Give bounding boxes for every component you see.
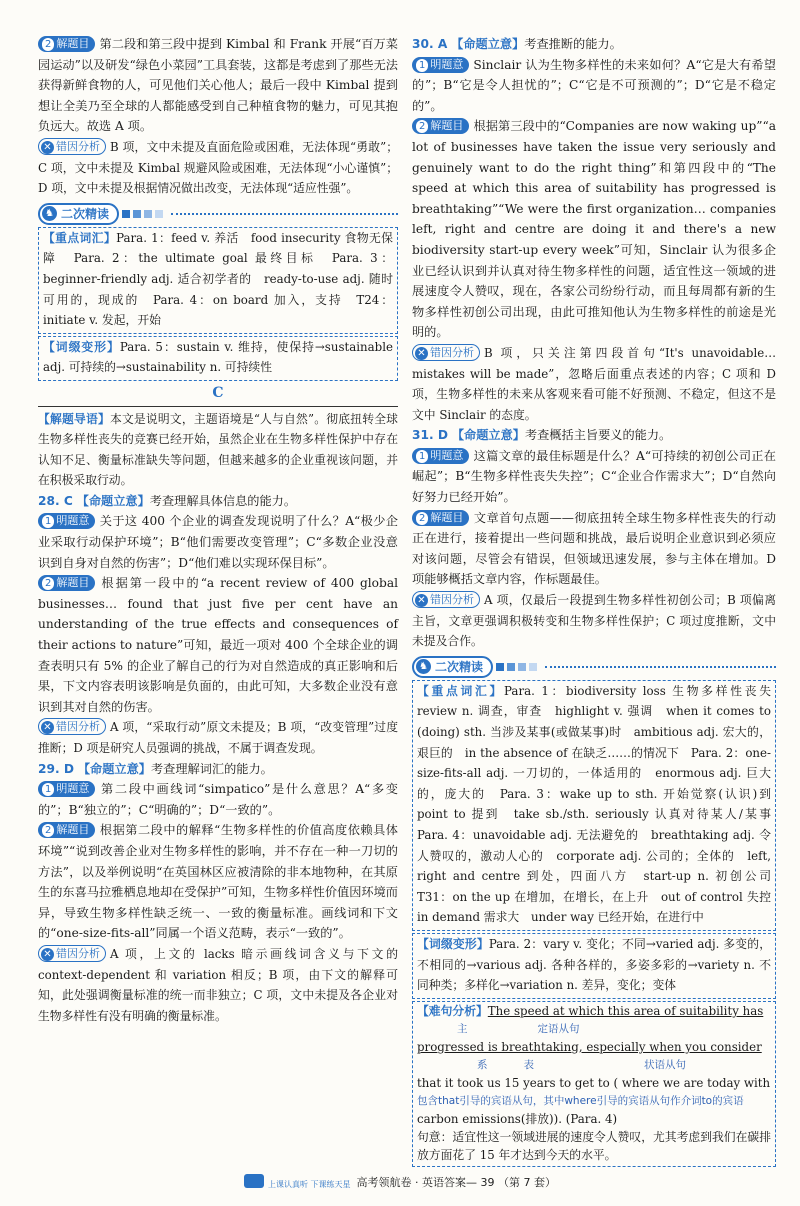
q28-solution: 2 解题目 根据第一段中的“a recent review of 400 global businesses… found that just five per cent have an understanding of the true effects and consequences of their actions to nature”可知，最近一项对 400 个全球企业的调查表明只有 5% 的企业了解自己的行为对自然造成的真正影响和后果，下文内容表明该影响是负面的，由此可知，大多数企业没有意识到其对自然的伤害。 bbox=[38, 576, 398, 714]
divider bbox=[38, 406, 398, 407]
footer-text: 高考领航卷 · 英语答案— 39 （第 7 套） bbox=[356, 1176, 557, 1189]
error-tag: ✕ 错因分析 bbox=[38, 138, 106, 155]
q31-solution: 2 解题目 文章首句点题——彻底扭转全球生物多样性丧失的行动正在进行，接着提出一些问题和挑战，最后说明企业意识到必须应对该问题，尽管会有错误，但领域迅速发展，参与主体在增加。D 项能够概括文章内容，作标题最佳。 bbox=[412, 510, 776, 587]
q27-error-analysis: ✕ 错因分析 B 项，文中未提及直面危险或困难，无法体现“勇敢”；C 项，文中未提及 Kimbal 规避风险或困难，无法体现“小心谨慎”；D 项，文中未提及根据情况做出改变，无法体现“适应性强”。 bbox=[38, 139, 398, 196]
hard-sentence-box: 【难句分析】The speed at which this area of suitability has 主 定语从句 progressed is breathtaking, especially when you consider 系 表 状语从句 that it took us 15 years to get to ( where we are today with 包含that引导的宾语从句，其中where引导的宾语从句作介词to的宾语 carbon emissions(排放)). (Para. 4) 句意：适宜性这一领域进展的速度令人赞叹，尤其考虑到我们在碳排放方面花了 15 年才达到今天的水平。 bbox=[412, 1001, 776, 1167]
q30-solution: 2 解题目 根据第三段中的“Companies are now waking up”“a lot of businesses have taken the issue very seriously and genuinely want to do the right thing”和第四段中的“The speed at which this area of suitability has progressed is breathtaking”“We were the first organization… companies left, right and centre are doing it and there's a new biodiversity start-up every week”可知，Sinclair 认为很多企业已经认识到并认真对待生物多样性的问题，适宜性这一领域的进展速度令人赞叹，现在，各家公司纷纷行动，而且每周都有新的生物多样性初创公司出现，由此可推知他认为生物多样性的前途是光明的。 bbox=[412, 119, 776, 340]
book-icon: ♞ bbox=[42, 206, 57, 221]
q27-solution: 2 解题目 第二段和第三段中提到 Kimbal 和 Frank 开展“百万菜园运动”以及研发“绿色小菜园”工具套装，这都是考虑到了那些无法获得新鲜食物的人，可见他们关心他人；最后一段中 Kimbal 提到想让全美乃至全球的人都能感受到自己种植食物的魅力，可见其抱负远大。故选 A 项。 bbox=[38, 37, 398, 134]
passage-letter: C bbox=[212, 384, 224, 401]
morph-box-2: 【词缀变形】Para. 2：vary v. 变化；不同→varied adj. 多变的，不相同的→various adj. 各种各样的，多姿多彩的→variety n. 不同种类；多样化→variation n. 差异，变化；变体 bbox=[412, 933, 776, 999]
x-icon: ✕ bbox=[41, 141, 54, 154]
right-column bbox=[412, 34, 783, 1169]
brand-name: 上课认真听 下课练天星 bbox=[267, 1180, 351, 1189]
q29-solution: 2 解题目 根据第二段中的解释“生物多样性的价值高度依赖具体环境”“说到改善企业对生物多样性的影响，并不存在一种一刀切的方法”，以及举例说明“在英国林区应被清除的非本地物种，在其原生的东喜马拉雅栖息地却在受保护”可知，生物多样性价值因环境而异，导致生物多样性缺乏统一、一致的衡量标准。画线词和下文的“one-size-fits-all”同属一个语义范畴，表示“一致的”。 bbox=[38, 823, 398, 941]
q29-meaning: 1 明题意 第二段中画线词“simpatico”是什么意思？A“多变的”；B“独立的”；C“明确的”；D“一致的”。 bbox=[38, 782, 398, 817]
brand-logo-icon bbox=[244, 1174, 264, 1188]
q30-meaning: 1 明题意 Sinclair 认为生物多样性的未来如何？A“它是大有希望的”；B“它是令人担忧的”；C“它是不可预测的”；D“它是不稳定的”。 bbox=[412, 57, 776, 113]
q28-header: 28. C 【命题立意】考查理解具体信息的能力。 bbox=[38, 493, 297, 508]
book-icon: ♞ bbox=[416, 659, 431, 674]
q30-header: 30. A 【命题立意】考查推断的能力。 bbox=[412, 37, 622, 51]
x-icon: ✕ bbox=[415, 347, 428, 360]
x-icon: ✕ bbox=[41, 721, 54, 734]
q28-meaning: 1 明题意 关于这 400 个企业的调查发现说明了什么？A“极少企业采取行动保护环境”；B“他们需要改变管理”；C“多数企业没意识到自身对自然的伤害”；D“他们难以实现环保目标”。 bbox=[38, 514, 398, 570]
vocab-box-2: 【重点词汇】Para. 1：biodiversity loss 生物多样性丧失 review n. 调查，审查 highlight v. 强调 when it comes to (doing) sth. 当涉及某事(或做某事)时 ambitious adj. 宏大的，艰巨的 in the absence of 在缺乏……的情况下 Para. 2：one-size-fits-all adj. 一刀切的，一体适用的 enormous adj. 巨大的，庞大的 Para. 3：wake up to sth. 开始觉察(认识)到 point to 提到 take sb./sth. seriously 认真对待某人/某事 Para. 4：unavoidable adj. 无法避免的 breathtaking adj. 令人赞叹的，激动人心的 corporate adj. 公司的；全体的 left, right and centre 到处，四面八方 start-up n. 初创公司 T31：on the up 在增加，在增长，在上升 out of control 失控 in demand 需求大 under way 已经开始，在进行中 bbox=[412, 680, 776, 931]
q30-error: ✕ 错因分析 B 项，只关注第四段首句“It's unavoidable… mistakes will be made”，忽略后面重点表述的内容；C 项和 D 项，生物多样性的未来从客观来看可能不好预测、不稳定，但这不是文中 Sinclair 的态度。 bbox=[412, 345, 776, 422]
morph-box: 【词缀变形】Para. 5：sustain v. 维持，使保持→sustainable adj. 可持续的→sustainability n. 可持续性 bbox=[38, 336, 398, 381]
x-icon: ✕ bbox=[41, 948, 54, 961]
q31-error: ✕ 错因分析 A 项，仅最后一段提到生物多样性初创公司；B 项偏离主旨，文章更强调积极转变和生物多样性保护；C 项过度推断，文中未提及合作。 bbox=[412, 593, 776, 649]
section-second-reading-2: ♞ 二次精读 bbox=[412, 656, 776, 678]
page-footer bbox=[0, 1174, 800, 1190]
q28-error: ✕ 错因分析 A 项，“采取行动”原文未提及；B 项，“改变管理”过度推断；D 项是研究人员强调的挑战，不属于调查发现。 bbox=[38, 720, 398, 755]
q31-header: 31. D 【命题立意】考查概括主旨要义的能力。 bbox=[412, 428, 672, 443]
left-column bbox=[38, 34, 398, 1026]
section-second-reading: ♞ 二次精读 bbox=[38, 203, 398, 225]
x-icon: ✕ bbox=[415, 594, 428, 607]
solve-tag: 2 解题目 bbox=[38, 36, 95, 52]
passage-guide: 【解题导语】本文是说明文，主题语境是“人与自然”。彻底扭转全球生物多样性丧失的竞赛已经开始，虽然企业在生物多样性保护中存在认知不足、衡量标准缺失等问题，但越来越多的企业重视该问题，并在积极采取行动。 bbox=[38, 411, 398, 488]
q29-header: 29. D 【命题立意】考查理解词汇的能力。 bbox=[38, 761, 273, 776]
vocab-box: 【重点词汇】Para. 1：feed v. 养活 food insecurity 食物无保障 Para. 2：the ultimate goal 最终目标 Para. 3：beginner-friendly adj. 适合初学者的 ready-to-use adj. 随时可用的，现成的 Para. 4：on board 加入，支持 T24：initiate v. 发起，开始 bbox=[38, 227, 398, 334]
q29-error: ✕ 错因分析 A 项，上文的 lacks 暗示画线词含义与下文的 context-dependent 和 variation 相反；B 项，由下文的解释可知，此处强调衡量标准的统一而非独立；C 项，文中未提及各企业对生物多样性有没有明确的衡量标准。 bbox=[38, 946, 398, 1023]
q31-meaning: 1 明题意 这篇文章的最佳标题是什么？A“可持续的初创公司正在崛起”；B“生物多样性丧失失控”；C“企业合作需求大”；D“自然向好努力已经开始”。 bbox=[412, 448, 776, 505]
